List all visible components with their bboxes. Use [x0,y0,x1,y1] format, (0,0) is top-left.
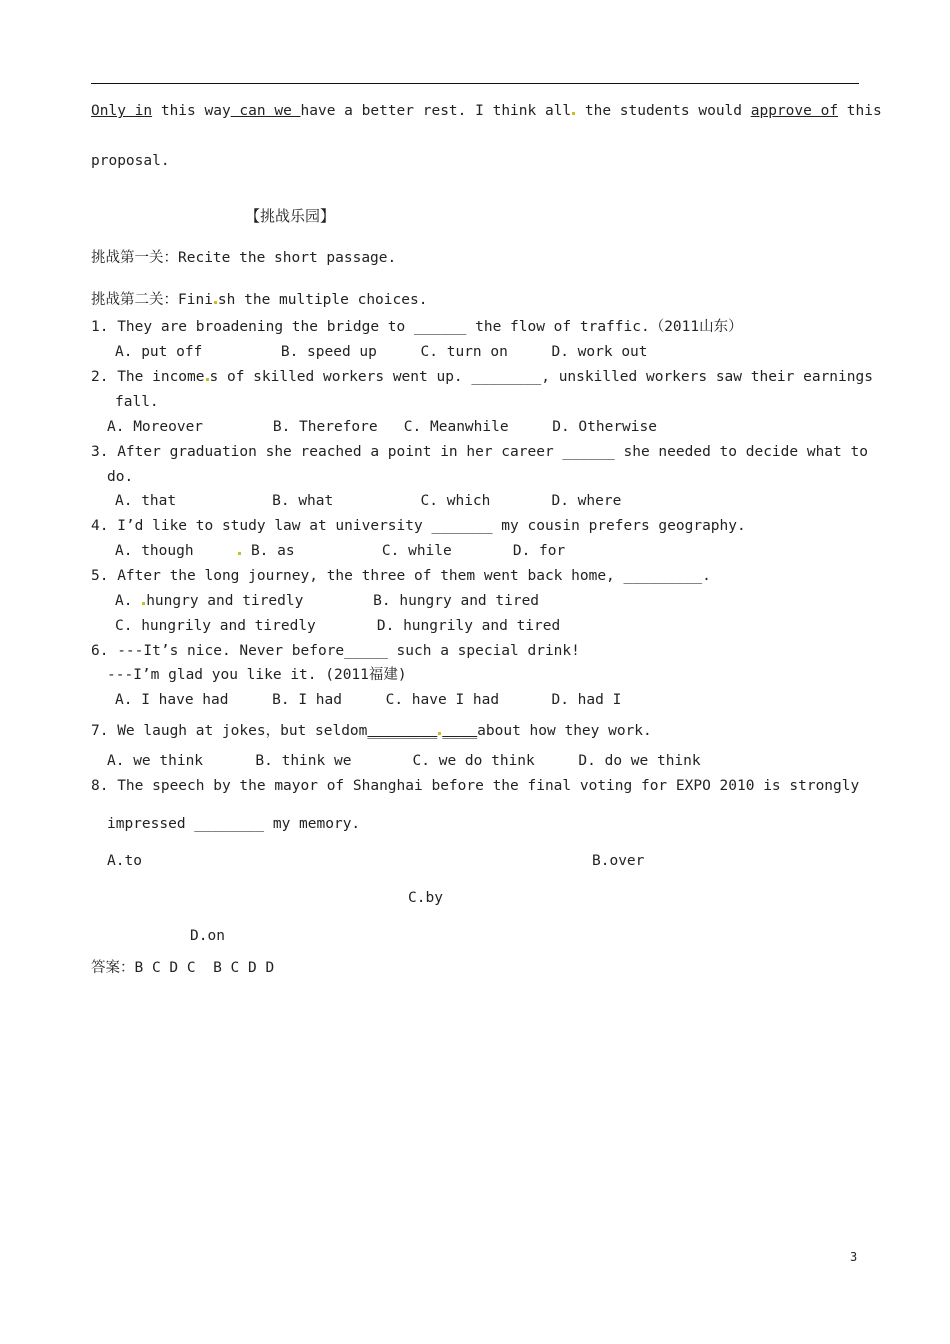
challenge-1: 挑战第一关：Recite the short passage. [91,250,397,266]
marker-dot [438,732,441,735]
question-7-options: A. we think B. think we C. we do think D. do we think [107,753,701,769]
question-1: 1. They are broadening the bridge to ______ the flow of traffic.（2011山东） [91,319,743,335]
question-2 [91,368,873,386]
marker-dot [142,602,145,605]
text: s of skilled workers went up. ________, unskilled workers saw their earnings [209,369,873,385]
question-5-options-1 [115,592,539,610]
text: about how they work. [477,723,652,739]
text: hungry and tiredly B. hungry and tired [146,593,540,609]
text: the students would [576,103,751,119]
text: have a better rest. I think all [300,103,572,119]
text: A. though [115,543,238,559]
answer-key: 答案：B C D C B C D D [91,960,275,976]
section-title: 【挑战乐园】 [245,207,336,225]
question-8: 8. The speech by the mayor of Shanghai before the final voting for EXPO 2010 is strongly [91,778,860,794]
challenge-2 [91,291,427,309]
question-5-options-2: C. hungrily and tiredly D. hungrily and tired [115,618,561,634]
question-8-option-a: A.to [107,853,142,869]
text: 7. We laugh at jokes，but seldom [91,723,368,739]
marker-dot [206,378,209,381]
question-3-continuation: do. [107,469,134,485]
question-7 [91,722,652,740]
question-5: 5. After the long journey, the three of them went back home, _________. [91,568,711,584]
marker-dot [238,552,241,555]
marker-dot [214,301,217,304]
question-6: 6. ---It’s nice. Never before_____ such a special drink! [91,643,580,659]
text: this [838,103,882,119]
question-4-options [115,542,565,560]
text: B. as C. while D. for [242,543,566,559]
question-2-options: A. Moreover B. Therefore C. Meanwhile D. Otherwise [107,419,657,435]
underlined-phrase: approve of [750,103,839,119]
question-8-option-d: D.on [190,928,225,944]
text: 挑战第二关：Fini [91,292,213,308]
question-6-reply: ---I’m glad you like it. (2011福建) [107,667,407,683]
marker-dot [572,112,575,115]
question-4: 4. I’d like to study law at university _______ my cousin prefers geography. [91,518,746,534]
underlined-phrase: Only in [91,103,153,119]
header-rule [91,83,859,84]
text: A. [115,593,142,609]
question-8-continuation: impressed ________ my memory. [107,816,361,832]
text: 2. The income [91,369,205,385]
text: this way [152,103,231,119]
question-8-option-b: B.over [592,853,645,869]
underlined-phrase: can we [230,103,301,119]
question-3: 3. After graduation she reached a point in her career ______ she needed to decide what to [91,444,868,460]
blank: ____ [442,723,478,739]
blank: ________ [367,723,438,739]
question-3-options: A. that B. what C. which D. where [115,493,622,509]
intro-line [91,102,882,120]
text: sh the multiple choices. [217,292,428,308]
intro-continuation: proposal. [91,153,170,169]
page-number: 3 [850,1250,858,1264]
question-6-options: A. I have had B. I had C. have I had D. had I [115,692,622,708]
question-1-options: A. put off B. speed up C. turn on D. work out [115,344,648,360]
question-2-continuation: fall. [115,394,159,410]
question-8-option-c: C.by [408,890,443,906]
